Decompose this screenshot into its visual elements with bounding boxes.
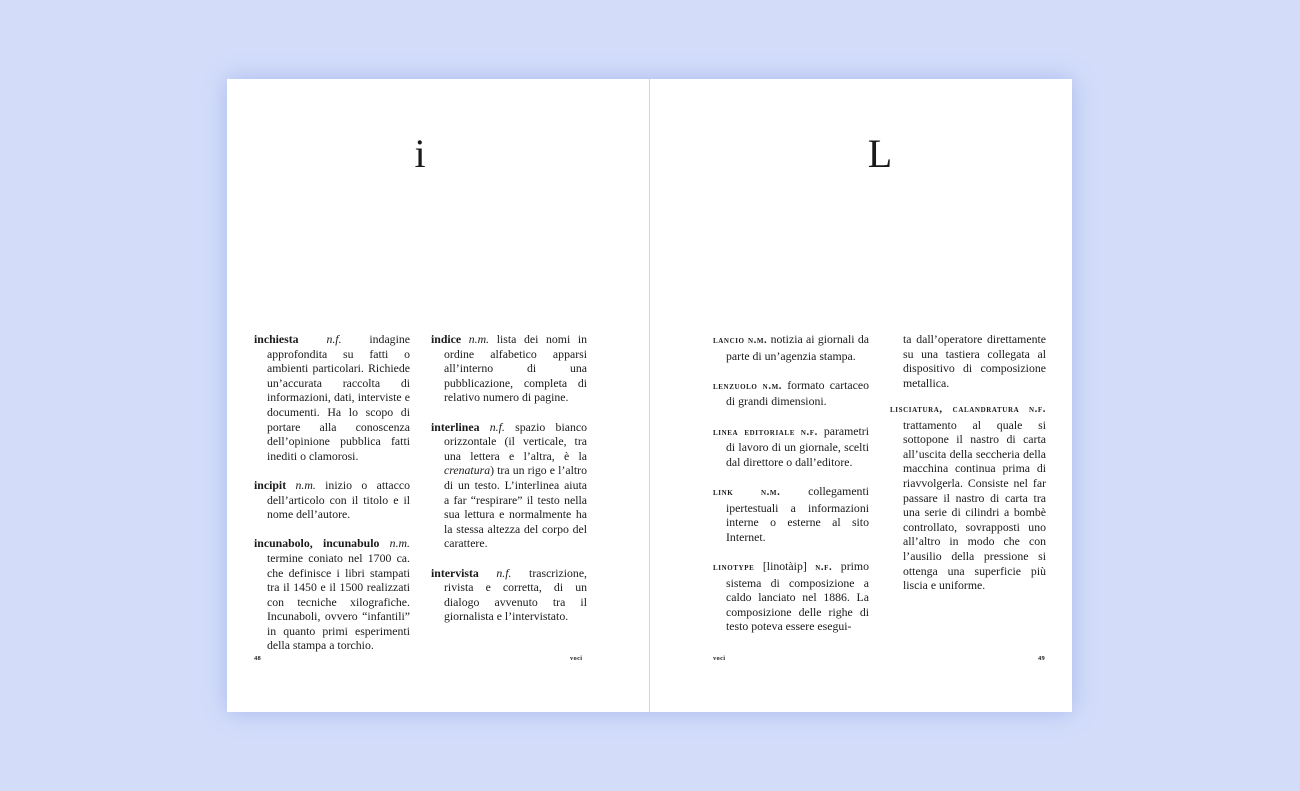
- entry-definition: parametri di lavoro di un giornale, scelti dal direttore o dall’editore.: [726, 423, 870, 469]
- page-number: 49: [1038, 655, 1046, 662]
- glossary-entry: [431, 420, 587, 551]
- entry-pos: n.f.: [800, 426, 818, 438]
- glossary-entry: [254, 478, 410, 522]
- running-footer: voci: [713, 655, 726, 662]
- entry-pos: n.f.: [496, 565, 512, 580]
- entry-definition: notizia ai giornali da parte di un’agenzia stampa.: [726, 332, 869, 363]
- entry-term: interlinea: [431, 419, 480, 434]
- entry-term: incipit: [254, 477, 287, 492]
- entry-term: linotype: [713, 561, 755, 573]
- glossary-entry: [431, 566, 587, 624]
- entry-pos: n.f.: [1028, 403, 1046, 415]
- left-column-1: [254, 332, 410, 668]
- section-letter: i: [414, 131, 426, 176]
- entry-term: lancio: [713, 335, 745, 346]
- entry-definition: lista dei nomi in ordine alfabetico apparsi all’interno di una pubblicazione, completa di relativo numero di pagine.: [444, 332, 588, 405]
- glossary-entry: [890, 401, 1046, 593]
- glossary-entry: [713, 559, 869, 634]
- entry-term: lenzuolo: [713, 380, 758, 392]
- right-page: [650, 79, 1072, 712]
- entry-term: lisciatura, calandratura: [890, 403, 1020, 415]
- entry-definition: indagine approfondita su fatti o ambienti particolari. Richiede un’accurata raccolta di informazioni, dati, interviste e documenti. Ha lo scopo di portare alla conoscenza dell’opinione pubblica fatti inediti o clamorosi.: [267, 332, 410, 463]
- page-number: 48: [254, 655, 262, 662]
- entry-term: link: [713, 486, 734, 498]
- entry-term: incunabolo, incunabulo: [254, 536, 380, 551]
- glossary-entry-continuation: ta dall’operatore direttamente su una tastiera collegata al dispositivo di composizione metallica.: [903, 332, 1046, 390]
- entry-pos: n.f.: [815, 561, 833, 573]
- entry-definition: collegamenti ipertestuali a informazioni interne o esterne al sito Internet.: [726, 483, 870, 544]
- glossary-entry: [713, 378, 869, 409]
- entry-definition: trattamento al quale si sottopone il nastro di carta all’uscita della seccheria della macchina continua prima di riavvolgerla. Consiste nel far passare il nastro di carta tra una serie di cilindri a bombè controllato, sovrapposti uno all’altro in modo che con l’ausilio della pressione si ottenga una superficie più liscia e uniforme.: [903, 417, 1046, 593]
- entry-term: indice: [431, 332, 462, 346]
- entry-pos: n.f.: [489, 419, 505, 434]
- glossary-entry: [431, 332, 587, 405]
- entry-definition: formato cartaceo di grandi dimensioni.: [726, 377, 870, 409]
- entry-definition: primo sistema di composizione a caldo lanciato nel 1886. La composizione delle righe di testo poteva essere esegui-: [726, 558, 869, 634]
- entry-definition: spazio bianco orizzontale (il verticale, tra una lettera e l’altra, è la: [444, 419, 587, 463]
- entry-definition: termine coniato nel 1700 ca. che definisce i libri stampati tra il 1450 e il 1500 realizzati con tecniche xilografiche. Incunaboli, ovvero “infantili” in quanto primi esperimenti della stampa a torchio.: [267, 550, 410, 653]
- entry-definition: trascrizione, rivista e corretta, di un dialogo avvenuto tra il giornalista e l’intervistato.: [444, 565, 588, 624]
- entry-pos: n.m.: [468, 332, 490, 346]
- book-spread: [227, 79, 1072, 712]
- left-page: [227, 79, 649, 712]
- glossary-entry: [713, 332, 869, 363]
- entry-term: inchiesta: [254, 332, 299, 346]
- entry-pos: n.m.: [761, 486, 781, 498]
- entry-pos: n.m.: [762, 380, 783, 392]
- entry-term: intervista: [431, 565, 479, 580]
- glossary-entry: [254, 332, 410, 463]
- entry-pos: n.m.: [295, 477, 316, 492]
- entry-definition: inizio o attacco dell’articolo con il titolo e il nome dell’autore.: [267, 477, 410, 522]
- entry-pos: n.m.: [747, 335, 768, 346]
- entry-pos: n.m.: [389, 536, 410, 551]
- running-footer: voci: [570, 655, 583, 662]
- entry-term: linea editoriale: [713, 426, 795, 438]
- glossary-entry: [713, 424, 869, 470]
- glossary-entry: [254, 536, 410, 653]
- right-column-2: [890, 332, 1046, 607]
- right-column-1: [713, 332, 869, 648]
- section-letter: L: [867, 131, 893, 176]
- left-column-2: [431, 332, 587, 638]
- entry-italic-term: crenatura: [444, 463, 491, 478]
- entry-pronunciation: [linotàip]: [754, 558, 816, 573]
- entry-definition-end: ) tra un rigo e l’altro di un testo. L’interlinea aiuta a far “respirare” il testo nella sua lettura e normalmente ha la stessa altezza del corpo del carattere.: [444, 463, 587, 551]
- glossary-entry: [713, 484, 869, 544]
- entry-pos: n.f.: [326, 332, 342, 346]
